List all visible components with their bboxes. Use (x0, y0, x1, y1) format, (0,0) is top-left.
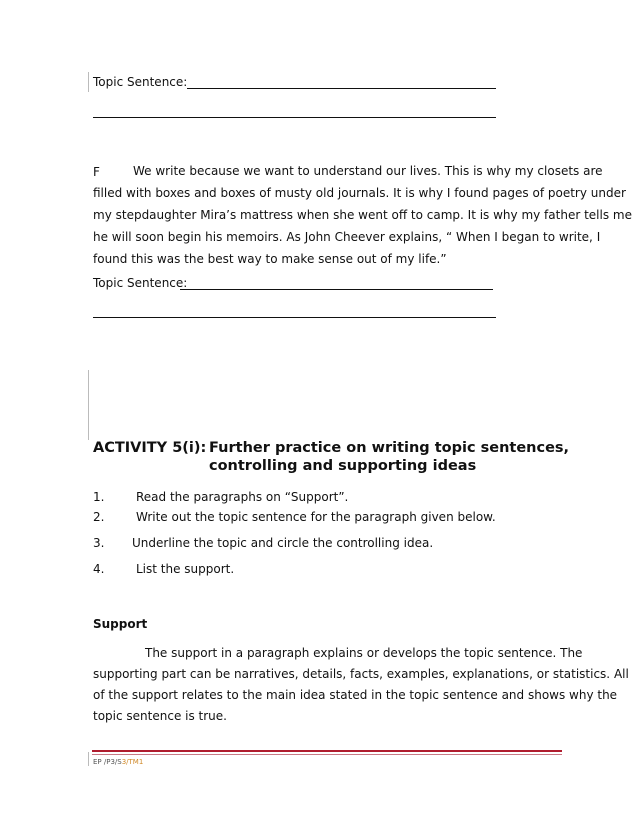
support-line: of the support relates to the main idea stated in the topic sentence and shows why the (93, 688, 618, 702)
support-line: supporting part can be narratives, details, facts, examples, explanations, or statistics. All (93, 667, 629, 681)
paragraph-letter-f: F (93, 165, 100, 179)
paragraph-f-line: my stepdaughter Mira’s mattress when she went off to camp. It is why my father tells me (93, 208, 632, 222)
answer-line-f-1[interactable] (180, 289, 493, 290)
step-number: 3. (93, 536, 105, 550)
footer-rule-thin (92, 754, 562, 755)
step-text: List the support. (136, 562, 235, 576)
activity-label: ACTIVITY 5(i): (93, 440, 207, 456)
paragraph-f-line: filled with boxes and boxes of musty old journals. It is why I found pages of poetry under (93, 186, 626, 200)
activity-title-line2: controlling and supporting ideas (209, 458, 477, 474)
support-heading: Support (93, 617, 148, 631)
support-line: topic sentence is true. (93, 709, 227, 723)
step-text: Read the paragraphs on “Support”. (136, 490, 349, 504)
footer-code-accent: 3/TM1 (121, 758, 144, 766)
footer-code-main: EP /P3/S (93, 758, 122, 766)
paragraph-f-line: found this was the best way to make sense out of my life.” (93, 252, 447, 266)
topic-sentence-label-e (93, 74, 187, 90)
paragraph-f-line: he will soon begin his memoirs. As John Cheever explains, “ When I began to write, I (93, 230, 601, 244)
margin-bar-footer (88, 752, 89, 766)
step-text: Underline the topic and circle the controlling idea. (132, 536, 434, 550)
paragraph-f (93, 164, 632, 274)
footer-rule (92, 750, 562, 752)
support-paragraph (93, 646, 629, 726)
support-line: The support in a paragraph explains or develops the topic sentence. The (145, 646, 583, 660)
activity-title-line1: Further practice on writing topic sentences, (209, 440, 570, 456)
margin-bar-top (88, 72, 89, 92)
answer-line-f-2[interactable] (93, 317, 496, 318)
margin-bar-middle (88, 370, 89, 440)
answer-line-e-2[interactable] (93, 117, 496, 118)
step-text: Write out the topic sentence for the paragraph given below. (136, 510, 496, 524)
step-number: 4. (93, 562, 105, 576)
topic-sentence-label-e-text: Topic Sentence: (93, 75, 188, 89)
topic-sentence-label-f: Topic Sentence: (93, 276, 188, 290)
step-number: 1. (93, 490, 105, 504)
paragraph-f-line: We write because we want to understand our lives. This is why my closets are (133, 164, 603, 178)
step-number: 2. (93, 510, 105, 524)
footer-code (93, 758, 143, 766)
answer-line-e-1[interactable] (187, 88, 496, 89)
